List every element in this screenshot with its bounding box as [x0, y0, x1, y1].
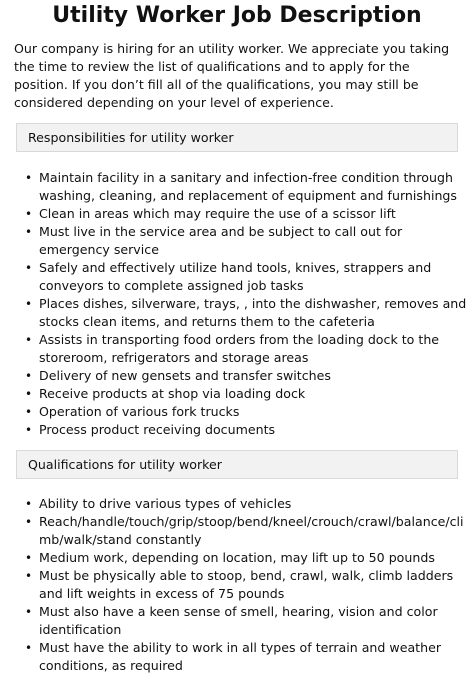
bullet-icon: •: [25, 207, 33, 221]
list-item-text: Must live in the service area and be subject to call out for emergency service: [39, 224, 403, 257]
bullet-icon: •: [25, 225, 33, 239]
list-item: [0, 567, 474, 603]
list-item-text: Delivery of new gensets and transfer switches: [39, 368, 331, 383]
responsibilities-list: [0, 169, 474, 439]
list-item: [0, 639, 474, 675]
bullet-icon: •: [25, 569, 33, 583]
list-item: [0, 169, 474, 205]
bullet-icon: •: [25, 405, 33, 419]
list-item: [0, 223, 474, 259]
bullet-icon: •: [25, 515, 33, 529]
list-item-text: Ability to drive various types of vehicles: [39, 496, 292, 511]
qualifications-heading: Qualifications for utility worker: [28, 457, 222, 472]
bullet-icon: •: [25, 171, 33, 185]
list-item-text: Operation of various fork trucks: [39, 404, 240, 419]
qualifications-list: [0, 495, 474, 675]
bullet-icon: •: [25, 605, 33, 619]
list-item-text: Clean in areas which may require the use of a scissor lift: [39, 206, 396, 221]
list-item: [0, 403, 474, 421]
responsibilities-header: [16, 123, 458, 152]
list-item-text: Assists in transporting food orders from the loading dock to the storeroom, refrigerators and storage areas: [39, 332, 440, 365]
qualifications-header: [16, 450, 458, 479]
list-item-text: Maintain facility in a sanitary and infection-free condition through washing, cleaning, and replacement of equipment and furnishings: [39, 170, 457, 203]
list-item: [0, 495, 474, 513]
list-item: [0, 259, 474, 295]
list-item-text: Reach/handle/touch/grip/stoop/bend/kneel/crouch/crawl/balance/climb/walk/stand constantly: [39, 514, 464, 547]
list-item: [0, 205, 474, 223]
list-item-text: Safely and effectively utilize hand tools, knives, strappers and conveyors to complete assigned job tasks: [39, 260, 432, 293]
responsibilities-heading: Responsibilities for utility worker: [28, 130, 234, 145]
list-item: [0, 549, 474, 567]
list-item-text: Process product receiving documents: [39, 422, 276, 437]
bullet-icon: •: [25, 369, 33, 383]
list-item: [0, 331, 474, 367]
intro-paragraph: Our company is hiring for an utility worker. We appreciate you taking the time to review the list of qualifications and to apply for the position. If you don’t fill all of the qualifications, you may still be considered depending on your level of experience.: [14, 41, 450, 110]
bullet-icon: •: [25, 551, 33, 565]
list-item: [0, 421, 474, 439]
list-item-text: Places dishes, silverware, trays, , into the dishwasher, removes and stocks clean items, and returns them to the cafeteria: [39, 296, 467, 329]
list-item: [0, 513, 474, 549]
bullet-icon: •: [25, 641, 33, 655]
list-item-text: Receive products at shop via loading dock: [39, 386, 306, 401]
bullet-icon: •: [25, 297, 33, 311]
bullet-icon: •: [25, 333, 33, 347]
bullet-icon: •: [25, 261, 33, 275]
list-item-text: Medium work, depending on location, may lift up to 50 pounds: [39, 550, 435, 565]
page-title: Utility Worker Job Description: [52, 3, 422, 28]
list-item: [0, 385, 474, 403]
list-item: [0, 603, 474, 639]
bullet-icon: •: [25, 423, 33, 437]
list-item: [0, 367, 474, 385]
list-item-text: Must be physically able to stoop, bend, crawl, walk, climb ladders and lift weights in excess of 75 pounds: [39, 568, 454, 601]
bullet-icon: •: [25, 387, 33, 401]
list-item-text: Must have the ability to work in all types of terrain and weather conditions, as required: [39, 640, 442, 673]
list-item-text: Must also have a keen sense of smell, hearing, vision and color identification: [39, 604, 438, 637]
bullet-icon: •: [25, 497, 33, 511]
list-item: [0, 295, 474, 331]
